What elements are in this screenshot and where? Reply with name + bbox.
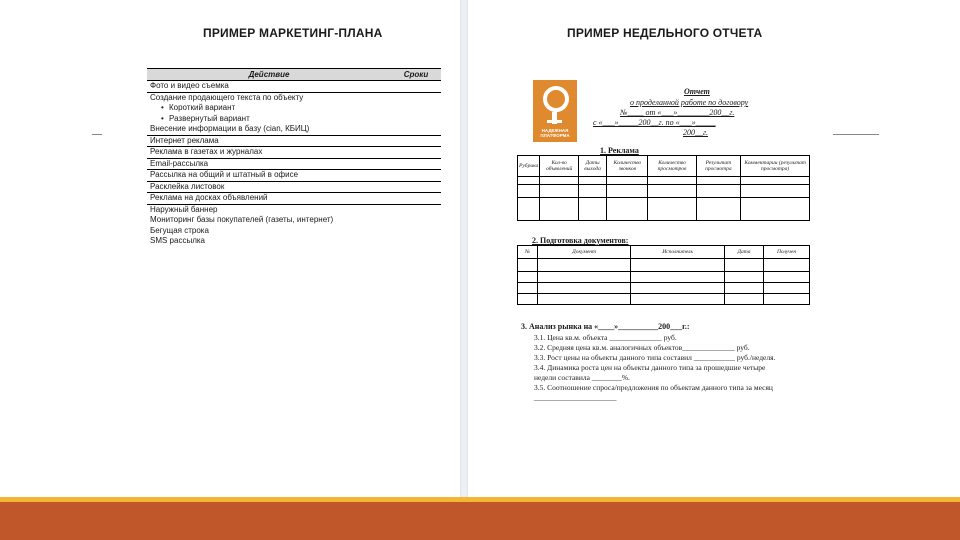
ad-header-cell: Количество звонков (607, 156, 648, 177)
plan-row: Реклама в газетах и журналах (147, 147, 441, 159)
right-dash (833, 134, 879, 135)
company-logo (533, 80, 577, 142)
plan-row: Фото и видео съемка (147, 81, 441, 93)
plan-row: Расклейка листовок (147, 182, 441, 194)
ad-header-cell: Рубрика (518, 156, 540, 177)
plan-row: Бегущая строка (150, 225, 209, 235)
plan-row: Создание продающего текста по объекту (150, 92, 304, 102)
left-dash (92, 134, 102, 135)
report-line-2: №____ от «___»________200__г. (620, 108, 735, 117)
documents-table (517, 245, 810, 305)
ad-header-cell: Результат просмотра (696, 156, 741, 177)
market-analysis-line: 3.4. Динамика роста цен на объекты данного типа за прошедшие четыре (534, 363, 766, 372)
market-analysis-line: 3.2. Средняя цена кв.м. аналогичных объектов______________ руб. (534, 343, 750, 352)
logo-text: НАДЕЖНАЯ ПЛАТФОРМА (540, 128, 570, 138)
doc-header-cell: Получен (764, 246, 810, 259)
header-terms: Сроки (403, 70, 429, 79)
plan-row: • Короткий вариант (147, 103, 441, 114)
report-line-4: 200__г. (683, 128, 709, 137)
plan-row: Email-рассылка (147, 159, 441, 171)
plan-row: Рассылка на общий и штатный в офисе (147, 170, 441, 182)
marketing-plan-title: ПРИМЕР МАРКЕТИНГ-ПЛАНА (203, 26, 383, 40)
section-market-title: 3. Анализ рынка на «____»__________200___г.: (521, 322, 690, 331)
ad-header-cell: Количество просмотров (648, 156, 696, 177)
doc-header-cell: Дата (725, 246, 764, 259)
footer-bar (0, 502, 960, 540)
ad-header-cell: Даты выхода (578, 156, 606, 177)
marketing-plan-table (147, 68, 441, 247)
market-analysis-line: ______________________ (534, 393, 617, 402)
plan-row: Реклама на досках объявлений (147, 193, 441, 205)
doc-header-cell: Документ (537, 246, 630, 259)
plan-row: Интернет реклама (147, 136, 441, 148)
doc-header-cell: Исполнитель (631, 246, 725, 259)
doc-header-cell: № (518, 246, 538, 259)
ad-header-cell: Кол-во объявлений (540, 156, 579, 177)
report-heading: Отчет (684, 87, 710, 96)
plan-row: • Развернутый вариант (147, 114, 441, 125)
report-line-3: с «___»_____200__г. по «___»_____ (593, 118, 716, 127)
market-analysis-line: 3.3. Рост цены на объекты данного типа составил ___________ руб./неделя. (534, 353, 776, 362)
page-divider (460, 0, 468, 497)
market-analysis-line: 3.1. Цена кв.м. объекта ______________ руб. (534, 333, 677, 342)
plan-row: Внесение информации в базу (cian, КБИЦ) (147, 124, 441, 136)
section-advertising-title: 1. Реклама (600, 146, 639, 155)
market-analysis-line: недели составила ________%. (534, 373, 630, 382)
plan-row: SMS рассылка (150, 236, 205, 245)
table-header (147, 68, 441, 81)
report-line-1: о проделанной работе по договору (630, 98, 749, 107)
section-documents-title: 2. Подготовка документов: (532, 236, 629, 245)
weekly-report-title: ПРИМЕР НЕДЕЛЬНОГО ОТЧЕТА (567, 26, 763, 40)
plan-row: Мониторинг базы покупателей (газеты, интернет) (150, 215, 334, 224)
plan-row: Наружный баннер (150, 204, 218, 214)
market-analysis-line: 3.5. Соотношение спроса/предложения по объектам данного типа за месяц (534, 383, 773, 392)
ad-header-cell: Комментарии (результат просмотра) (741, 156, 810, 177)
header-action: Действие (248, 70, 290, 79)
advertising-table (517, 155, 810, 221)
